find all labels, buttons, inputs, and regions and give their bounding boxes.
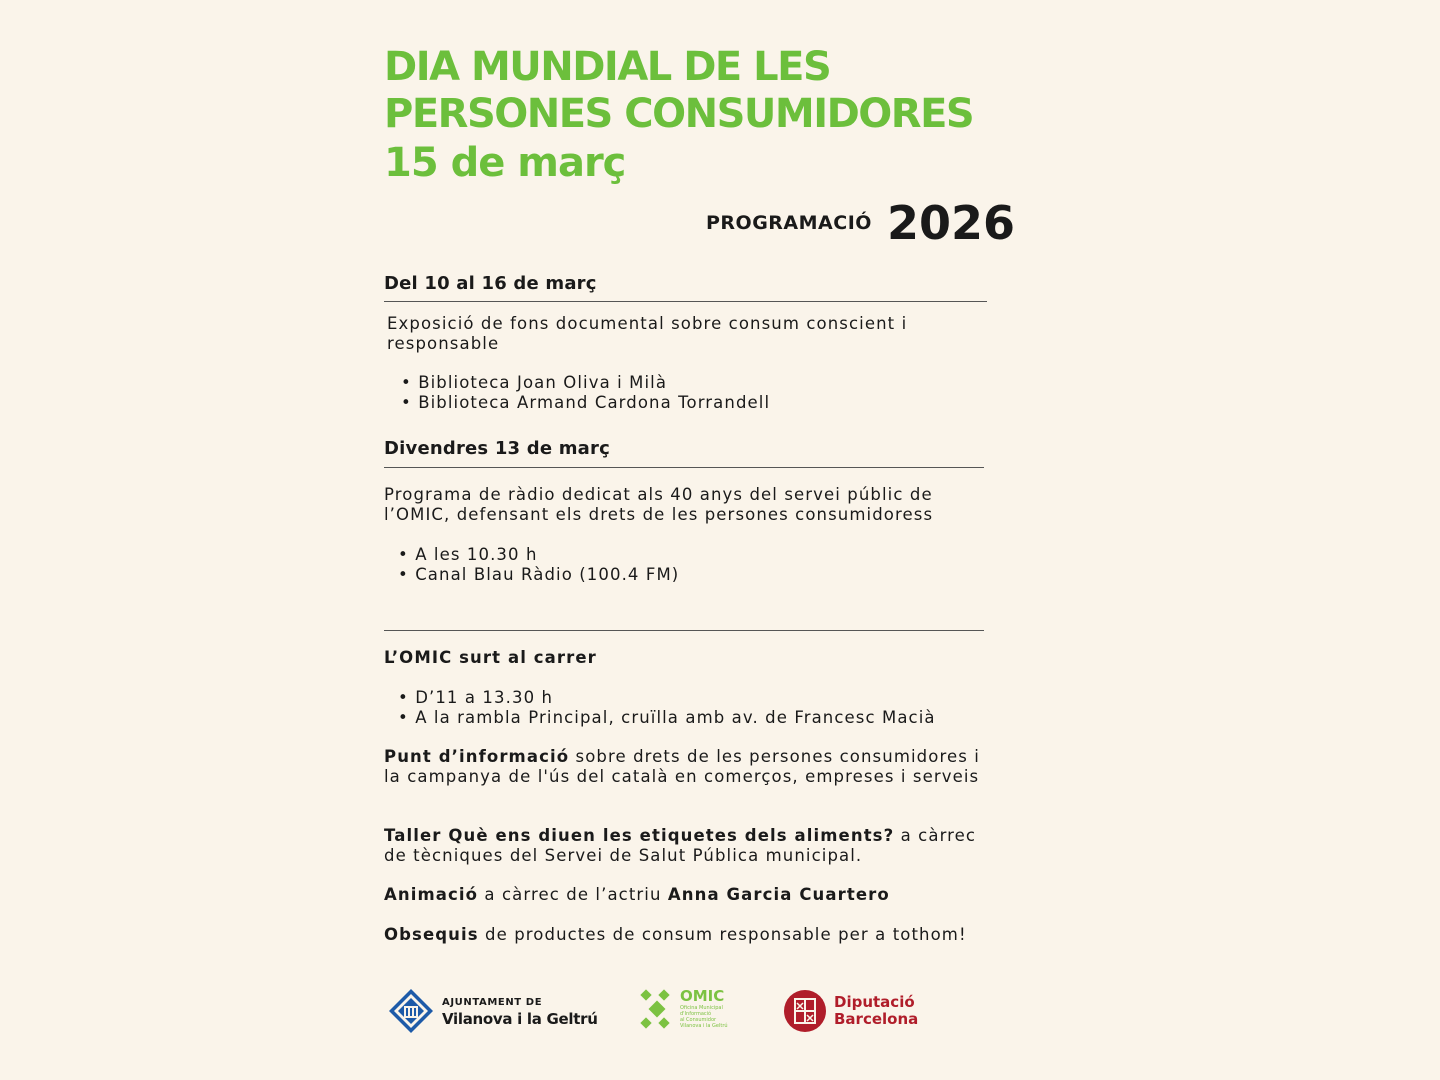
gifts-paragraph: [384, 925, 994, 945]
diputacio-line-2: Barcelona: [834, 1010, 919, 1028]
vilanova-shield-icon: [388, 988, 434, 1034]
sponsor-logos: [384, 984, 1004, 1040]
info-point-text: sobre drets de les persones consumidores i la campanya de l'ús del català en comerços, empreses i serveis: [384, 747, 980, 786]
vilanova-name: Vilanova i la Geltrú: [442, 1010, 598, 1028]
program-year: 2026: [887, 196, 1016, 250]
omic-sub-2: d'Informació: [680, 1011, 712, 1017]
omic-name: OMIC: [680, 987, 725, 1005]
list-item: • D’11 a 13.30 h: [398, 688, 936, 708]
workshop-text: a càrrec de tècniques del Servei de Salut Pública municipal.: [384, 826, 977, 865]
gifts-bold: Obsequis: [384, 925, 479, 944]
section-2-heading: Divendres 13 de març: [384, 438, 610, 459]
section-2-divider: [384, 467, 984, 468]
omic-sub-1: Oficina Municipal: [680, 1005, 723, 1011]
diputacio-line-1: Diputació: [834, 993, 915, 1011]
section-2-list: [398, 545, 679, 585]
info-point-bold: Punt d’informació: [384, 747, 570, 766]
list-item: • Biblioteca Joan Oliva i Milà: [401, 373, 770, 393]
title-line-1: DIA MUNDIAL DE LES: [384, 44, 831, 90]
diputacio-logo: [783, 989, 918, 1033]
section-1-heading: Del 10 al 16 de març: [384, 273, 597, 294]
omic-sub-3: al Consumidor: [680, 1017, 717, 1023]
section-3-divider: [384, 630, 984, 631]
title-line-2: PERSONES CONSUMIDORES: [384, 91, 974, 137]
program-heading: [706, 196, 1015, 250]
animation-text: a càrrec de l’actriu: [478, 885, 668, 904]
section-3-list: [398, 688, 936, 728]
omic-logo: [638, 988, 728, 1029]
workshop-bold: Taller Què ens diuen les etiquetes dels aliments?: [384, 826, 895, 845]
workshop-paragraph: [384, 826, 989, 866]
vilanova-logo: [388, 988, 598, 1034]
diputacio-emblem-icon: [783, 989, 827, 1033]
section-1-description: Exposició de fons documental sobre consum conscient i responsable: [387, 314, 908, 353]
program-label: PROGRAMACIÓ: [706, 212, 872, 234]
omic-mark-icon: [638, 989, 676, 1029]
list-item: • Canal Blau Ràdio (100.4 FM): [398, 565, 679, 585]
animation-paragraph: [384, 885, 994, 905]
section-1-divider: [384, 301, 987, 302]
omic-sub-4: Vilanova i la Geltrú: [680, 1023, 728, 1029]
section-1-list: [401, 373, 770, 413]
section-2-description: Programa de ràdio dedicat als 40 anys del servei públic de l’OMIC, defensant els drets de les persones consumidoress: [384, 485, 934, 524]
gifts-text: de productes de consum responsable per a tothom!: [478, 925, 967, 944]
poster-title: [384, 44, 973, 138]
list-item: • A les 10.30 h: [398, 545, 679, 565]
info-point-paragraph: [384, 747, 989, 787]
actress-name: Anna Garcia Cuartero: [667, 885, 890, 904]
animation-bold: Animació: [384, 885, 479, 904]
poster: [384, 0, 1084, 1080]
list-item: • A la rambla Principal, cruïlla amb av. de Francesc Macià: [398, 708, 936, 728]
section-3-heading: L’OMIC surt al carrer: [384, 648, 597, 667]
vilanova-small-label: AJUNTAMENT DE: [442, 997, 543, 1008]
list-item: • Biblioteca Armand Cardona Torrandell: [401, 393, 770, 413]
event-date: 15 de març: [384, 140, 626, 186]
